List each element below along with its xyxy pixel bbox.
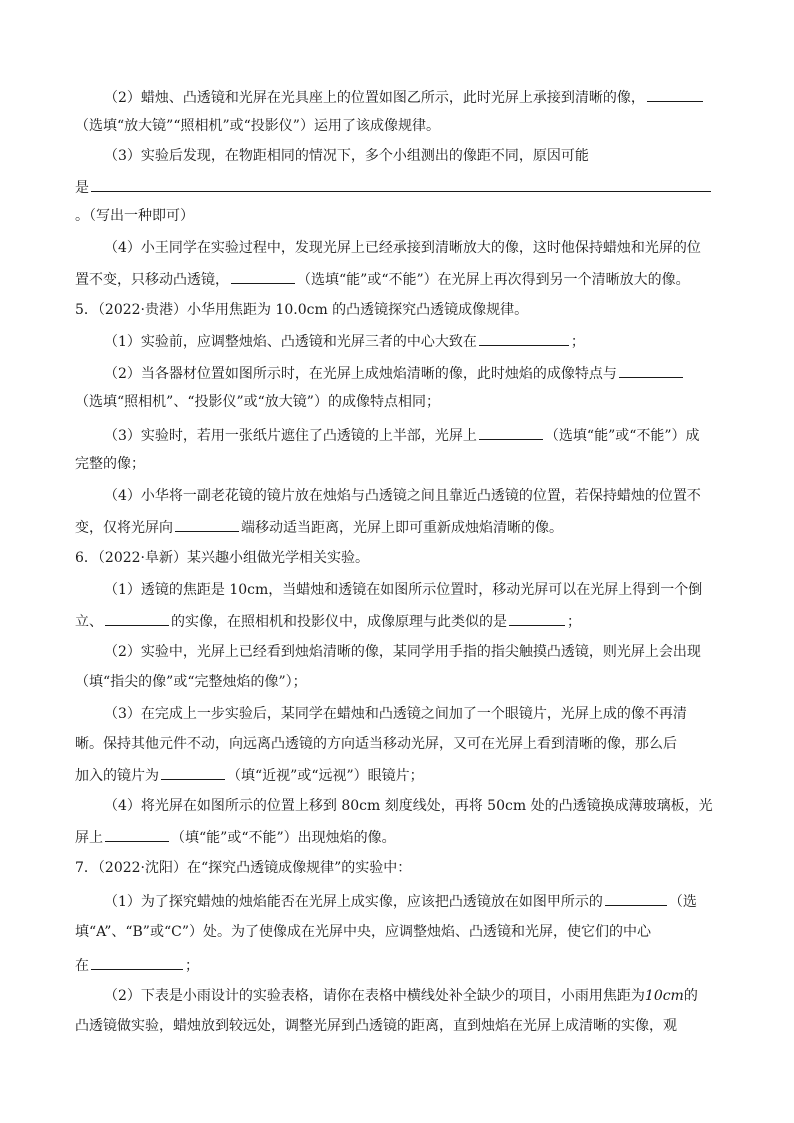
text-line xyxy=(75,206,725,226)
question-text: 在 xyxy=(75,958,89,974)
text-line xyxy=(75,268,725,288)
text-line xyxy=(75,454,725,474)
question-text: ； xyxy=(570,334,585,350)
question-heading xyxy=(75,548,725,568)
answer-blank[interactable] xyxy=(647,86,703,102)
question-text: 凸透镜做实验，蜡烛放到较远处，调整光屏到凸透镜的距离，直到烛焰在光屏上成清晰的实像，观 xyxy=(75,1018,677,1034)
text-line xyxy=(75,1016,725,1036)
text-line xyxy=(75,826,725,846)
answer-blank[interactable] xyxy=(231,268,295,284)
answer-blank[interactable] xyxy=(509,610,565,626)
text-line xyxy=(104,330,724,350)
question-text: （4）小王同学在实验过程中，发现光屏上已经承接到清晰放大的像，这时他保持蜡烛和光屏的位 xyxy=(104,240,701,256)
text-line xyxy=(104,86,724,106)
text-line xyxy=(75,516,725,536)
text-line xyxy=(75,176,725,196)
question-text: 加入的镜片为 xyxy=(75,768,159,784)
question-text: 填“A”、“B”或“C”）处。为了使像成在光屏中央，应调整烛焰、凸透镜和光屏，使它们的中心 xyxy=(75,924,651,940)
question-text: ； xyxy=(185,958,199,974)
text-line xyxy=(104,146,724,166)
answer-blank[interactable] xyxy=(161,764,225,780)
answer-blank[interactable] xyxy=(479,330,569,346)
question-text: （2）实验中，光屏上已经看到烛焰清晰的像，某同学用手指的指尖触摸凸透镜，则光屏上会出现 xyxy=(104,644,701,660)
answer-blank[interactable] xyxy=(619,362,683,378)
text-line xyxy=(104,424,724,444)
question-text: （1）为了探究蜡烛的烛焰能否在光屏上成实像，应该把凸透镜放在如图甲所示的 xyxy=(104,894,603,910)
text-line xyxy=(104,796,724,816)
text-line xyxy=(104,642,724,662)
text-line xyxy=(75,392,725,412)
text-line xyxy=(75,922,725,942)
text-line xyxy=(104,486,724,506)
text-line xyxy=(104,362,724,382)
question-text: （3）实验时，若用一张纸片遮住了凸透镜的上半部，光屏上 xyxy=(104,428,477,444)
question-text: （3）在完成上一步实验后，某同学在蜡烛和凸透镜之间加了一个眼镜片，光屏上成的像不再清 xyxy=(104,706,687,722)
question-text: 晰。保持其他元件不动，向远离凸透镜的方向适当移动光屏，又可在光屏上看到清晰的像，那么后 xyxy=(75,736,677,752)
answer-blank[interactable] xyxy=(105,610,169,626)
text-line xyxy=(75,610,725,630)
question-text: 屏上 xyxy=(75,830,103,846)
question-text: 置不变，只移动凸透镜， xyxy=(75,272,229,288)
question-text: （2）当各器材位置如图所示时，在光屏上成烛焰清晰的像，此时烛焰的成像特点与 xyxy=(104,366,617,382)
question-text: 完整的像； xyxy=(75,456,145,472)
text-line xyxy=(75,116,725,136)
question-text: （选填“能”或“不能”）成 xyxy=(544,428,700,444)
question-title: 7．（2022·沈阳）在“探究凸透镜成像规律”的实验中： xyxy=(75,860,412,876)
question-text: 变，仅将光屏向 xyxy=(75,520,173,536)
question-text: （填“近视”或“远视”）眼镜片； xyxy=(227,768,424,784)
question-text: 是 xyxy=(75,180,89,196)
question-title: 6．（2022·阜新）某兴趣小组做光学相关实验。 xyxy=(75,550,369,566)
question-text: （1）透镜的焦距是 10cm，当蜡烛和透镜在如图所示位置时，移动光屏可以在光屏上得到一个倒 xyxy=(104,582,703,598)
text-line xyxy=(104,986,724,1006)
text-line xyxy=(75,764,725,784)
focal-length-value: 10cm xyxy=(644,988,684,1004)
text-line xyxy=(104,238,724,258)
question-text: （4）小华将一副老花镜的镜片放在烛焰与凸透镜之间且靠近凸透镜的位置，若保持蜡烛的位置不 xyxy=(104,488,701,504)
question-text: 的实像，在照相机和投影仪中，成像原理与此类似的是 xyxy=(171,614,507,630)
question-text: 。（写出一种即可） xyxy=(75,208,194,224)
answer-blank[interactable] xyxy=(605,890,667,906)
question-text: （填“指尖的像”或“完整烛焰的像”）； xyxy=(75,674,307,690)
text-line xyxy=(104,580,724,600)
text-line xyxy=(75,954,725,974)
answer-blank[interactable] xyxy=(105,826,169,842)
question-text: 的 xyxy=(683,988,698,1004)
question-heading xyxy=(75,858,725,878)
question-text: ； xyxy=(567,614,581,630)
question-text: （2）下表是小雨设计的实验表格，请你在表格中横线处补全缺少的项目，小雨用焦距为 xyxy=(104,988,645,1004)
question-text: （选填“能”或“不能”）在光屏上再次得到另一个清晰放大的像。 xyxy=(297,272,690,288)
text-line xyxy=(104,890,724,910)
question-text: 端移动适当距离，光屏上即可重新成烛焰清晰的像。 xyxy=(241,520,563,536)
question-text: （1）实验前，应调整烛焰、凸透镜和光屏三者的中心大致在 xyxy=(104,334,477,350)
question-text: （3）实验后发现，在物距相同的情况下，多个小组测出的像距不同，原因可能 xyxy=(104,148,589,164)
question-text: （选填“放大镜”“照相机”或“投影仪”）运用了该成像规律。 xyxy=(75,118,440,134)
question-text: （选 xyxy=(668,894,697,910)
text-line xyxy=(104,704,724,724)
question-text: 立、 xyxy=(75,614,103,630)
question-heading xyxy=(75,300,725,320)
answer-blank[interactable] xyxy=(91,176,711,192)
text-line xyxy=(75,734,725,754)
question-title: 5．（2022·贵港）小华用焦距为 10.0cm 的凸透镜探究凸透镜成像规律。 xyxy=(75,302,529,318)
question-text: （填“能”或“不能”）出现烛焰的像。 xyxy=(171,830,396,846)
answer-blank[interactable] xyxy=(479,424,543,440)
question-text: （选填“照相机”、“投影仪”或“放大镜”）的成像特点相同； xyxy=(75,394,440,410)
question-text: （4）将光屏在如图所示的位置上移到 80cm 刻度线处，再将 50cm 处的凸透镜换成薄玻璃板，光 xyxy=(104,798,713,814)
answer-blank[interactable] xyxy=(175,516,239,532)
answer-blank[interactable] xyxy=(91,954,183,970)
text-line xyxy=(75,672,725,692)
question-text: （2）蜡烛、凸透镜和光屏在光具座上的位置如图乙所示，此时光屏上承接到清晰的像， xyxy=(104,90,645,106)
